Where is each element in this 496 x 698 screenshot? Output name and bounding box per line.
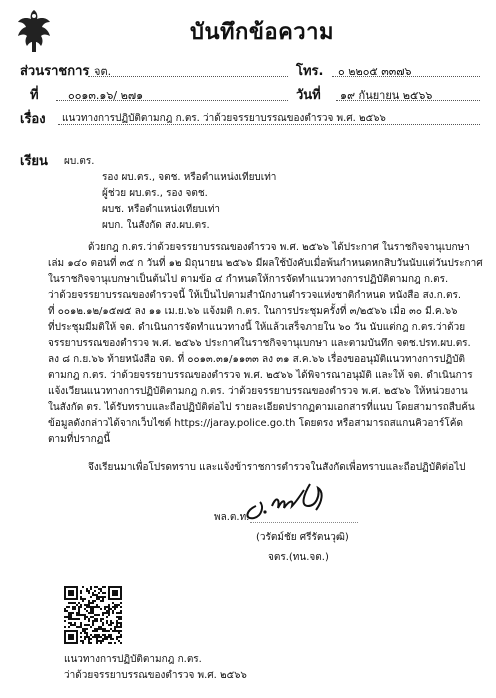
closing-line: จึงเรียนมาเพื่อโปรดทราบ และแจ้งข้าราชการตำรวจในสังกัดเพื่อทราบและถือปฏิบัติต่อไป (88, 462, 466, 473)
body-line: ด้วยกฎ ก.ตร.ว่าด้วยจรรยาบรรณของตำรวจ พ.ศ. ๒๕๖๖ ได้ประกาศ ในราชกิจจานุเบกษา (88, 242, 470, 253)
signer-position: จตร.(ทน.จต.) (268, 552, 329, 563)
date-value: ๑๙ กันยายน ๒๕๖๖ (340, 89, 433, 102)
number-label: ที่ (30, 88, 39, 103)
phone-dotted-line (332, 76, 480, 77)
date-dotted-line (336, 100, 480, 101)
body-line: ตามที่ปรากฏนี้ (48, 434, 111, 445)
subject-value: แนวทางการปฏิบัติตามกฎ ก.ตร. ว่าด้วยจรรยาบรรณของตำรวจ พ.ศ. ๒๕๖๖ (62, 113, 386, 124)
recipient-item: ผบช. หรือตำแหน่งเทียบเท่า (102, 204, 221, 215)
body-line: ข้อมูลดังกล่าวได้จากเว็บไซต์ https://jaray.police.go.th โดยตรง หรือสามารถสแกนคิวอาร์โค้ด (48, 418, 463, 429)
body-line: จรรยาบรรณของตำรวจ พ.ศ. ๒๕๖๖ ประกาศในราชกิจจานุเบกษา และตามบันทึก จตช.ปรท.ผบ.ตร. (48, 338, 471, 349)
body-line: ที่ ๐๐๑๒.๑๒/๑๕๗๕ ลง ๑๑ เม.ย.๖๖ แจ้งมติ ก.ตร. ในการประชุมครั้งที่ ๓/๒๕๖๖ เมื่อ ๓๐ มี.ค.๖๖ (48, 306, 458, 317)
garuda-emblem-icon (14, 8, 54, 54)
agency-value: จต. (94, 65, 112, 78)
agency-label: ส่วนราชการ (20, 64, 90, 79)
body-line: เล่ม ๑๔๐ ตอนที่ ๓๕ ก วันที่ ๑๒ มิถุนายน ๒๕๖๖ มีผลใช้บังคับเมื่อพ้นกำหนดหกสิบวันนับแต่วันประกาศ (48, 258, 483, 269)
salutation-label: เรียน (20, 154, 48, 169)
phone-value: ๐ ๒๒๐๕ ๓๓๗๖ (338, 65, 412, 78)
body-line: ว่าด้วยจรรยาบรรณของตำรวจนี้ ให้เป็นไปตามสำนักงานตำรวจแห่งชาติกำหนด หนังสือ สง.ก.ตร. (48, 290, 462, 301)
phone-label: โทร. (296, 64, 324, 79)
number-dotted-line (56, 100, 288, 101)
recipient-item: ผบ.ตร. (64, 156, 95, 167)
date-label: วันที่ (296, 88, 321, 103)
subject-dotted-line (58, 124, 480, 125)
body-line: ลง ๘ ก.ย.๖๖ ท้ายหนังสือ จต. ที่ ๐๐๑๓.๓๑/๑๑๓๓ ลง ๓๑ ส.ค.๖๖ เรื่องขออนุมัติแนวทางการปฏิบัติ (48, 354, 465, 365)
recipient-item: รอง ผบ.ตร., จตช. หรือตำแหน่งเทียบเท่า (102, 172, 277, 183)
qr-caption: ว่าด้วยจรรยาบรรณของตำรวจ พ.ศ. ๒๕๖๖ (64, 670, 247, 681)
subject-label: เรื่อง (20, 112, 46, 127)
signer-name: (วรัตม์ชัย ศรีรัตนวุฒิ) (256, 532, 349, 543)
signature-line (250, 522, 358, 523)
number-value: ๐๐๑๓.๑๖/ ๒๗๑ (68, 89, 144, 102)
memo-title: บันทึกข้อความ (190, 20, 335, 45)
body-line: แจ้งเวียนแนวทางการปฏิบัติตามกฎ ก.ตร. ว่าด้วยจรรยาบรรณของตำรวจ พ.ศ. ๒๕๖๖ ให้หน่วยงาน (48, 386, 468, 397)
qr-caption: แนวทางการปฏิบัติตามกฎ ก.ตร. (64, 654, 202, 665)
recipient-item: ผบก. ในสังกัด สง.ผบ.ตร. (102, 220, 210, 231)
recipient-item: ผู้ช่วย ผบ.ตร., รอง จตช. (102, 188, 208, 199)
body-line: ตามกฎ ก.ตร. ว่าด้วยจรรยาบรรณของตำรวจ พ.ศ. ๒๕๖๖ ได้พิจารณาอนุมัติ และให้ จต. ดำเนินการ (48, 370, 473, 381)
qr-code-icon[interactable] (64, 586, 122, 644)
agency-dotted-line (88, 76, 288, 77)
body-line: ในสังกัด ตร. ได้รับทราบและถือปฏิบัติต่อไป รายละเอียดปรากฏตามเอกสารที่แนบ โดยสามารถสืบค้น (48, 402, 475, 413)
signer-rank: พล.ต.ท. (214, 512, 250, 523)
body-line: ที่ประชุมมีมติให้ จต. ดำเนินการจัดทำแนวทางนี้ ให้แล้วเสร็จภายใน ๖๐ วัน นับแต่กฎ ก.ตร.ว่าด้วย (48, 322, 466, 333)
body-line: ในราชกิจจานุเบกษาเป็นต้นไป ตามข้อ ๔ กำหนดให้การจัดทำแนวทางการปฏิบัติตามกฎ ก.ตร. (48, 274, 449, 285)
